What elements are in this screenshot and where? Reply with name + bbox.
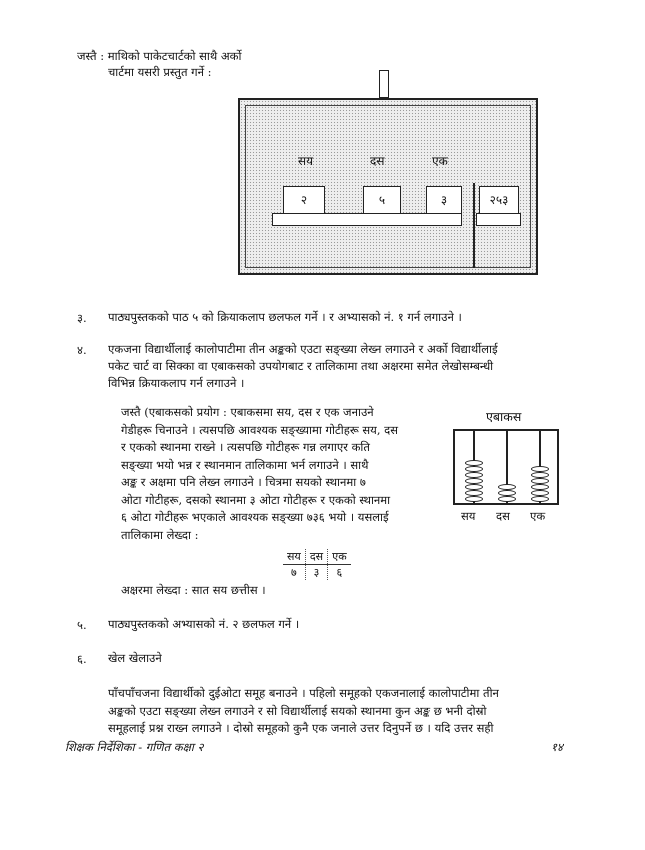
abacus-bead	[531, 466, 549, 472]
pocket-card-ones: ३	[426, 186, 462, 214]
pocket-card-tens: ५	[363, 186, 401, 214]
pocket-chart-header-hundreds: सय	[298, 154, 314, 168]
pocket-chart-hanger	[379, 70, 389, 98]
abacus-bead	[531, 472, 549, 478]
item-6-text: खेल खेलाउने	[108, 651, 162, 665]
item-6-number: ६.	[77, 652, 87, 666]
pocket-chart-divider	[473, 183, 475, 268]
item-3-text: पाठ्यपुस्तकको पाठ ५ को क्रियाकलाप छलफल गर्ने । र अभ्यासको नं. १ गर्न लगाउने ।	[108, 310, 462, 324]
pocket-chart-header-ones: एक	[432, 154, 448, 168]
place-value-hundreds: ७	[291, 566, 297, 579]
item-5-number: ५.	[77, 618, 87, 632]
page-number: १४	[551, 740, 563, 754]
abacus-bead	[498, 490, 516, 496]
item-4-line-1: एकजना विद्यार्थीलाई कालोपाटीमा तीन अङ्कको एउटा सङ्ख्या लेख्न लगाउने र अर्को विद्यार्थीलाई	[108, 342, 498, 356]
place-value-values-row	[283, 565, 351, 581]
item-3-number: ३.	[77, 311, 87, 325]
abacus-label-hundreds: सय	[461, 509, 476, 523]
intro-line-2: चार्टमा यसरी प्रस्तुत गर्ने :	[108, 65, 212, 79]
abacus-bead	[531, 478, 549, 484]
abacus-bead	[531, 490, 549, 496]
example-line: जस्तै (एबाकसको प्रयोग : एबाकसमा सय, दस र एक जनाउने	[121, 405, 374, 419]
example-line: सङ्ख्या भयो भन्न र स्थानमान तालिकामा भर्न लगाउने । साथै	[121, 457, 369, 472]
item-4-number: ४.	[77, 343, 87, 357]
place-value-header-tens: दस	[305, 549, 327, 565]
pocket-card-hundreds: २	[283, 186, 325, 214]
pocket-card-total: २५३	[479, 186, 519, 214]
example-line: र एकको स्थानमा राख्ने । त्यसपछि गोटीहरू गन्न लगाएर कति	[121, 440, 370, 454]
number-in-words: अक्षरमा लेख्दा : सात सय छत्तीस ।	[121, 583, 266, 597]
game-paragraph	[108, 685, 608, 738]
abacus-bead	[465, 490, 483, 496]
footer-title: शिक्षक निर्देशिका - गणित कक्षा २	[65, 740, 204, 754]
abacus-bead	[465, 496, 483, 502]
abacus-bead	[531, 484, 549, 490]
item-4-line-2: पकेट चार्ट वा सिक्का वा एबाकसको उपयोगबाट र तालिकामा तथा अक्षरमा समेत लेखोसम्बन्धी	[108, 359, 494, 373]
place-value-header-hundreds: सय	[283, 549, 305, 565]
intro-line-1: जस्तै : माथिको पाकेटचार्टको साथै अर्को	[77, 49, 242, 63]
abacus-title: एबाकस	[486, 409, 522, 424]
abacus-bead	[498, 484, 516, 490]
game-line: समूहलाई प्रश्न राख्न लगाउने । दोस्रो समूहको कुनै एक जनाले उत्तर दिनुपर्ने छ । यदि उत्तर सही	[108, 721, 494, 735]
abacus-bead	[465, 466, 483, 472]
pocket-chart-header-tens: दस	[370, 154, 385, 168]
place-value-header-row	[283, 549, 351, 565]
abacus-bead	[498, 496, 516, 502]
item-4-line-3: विभिन्न क्रियाकलाप गर्न लगाउने ।	[108, 376, 245, 390]
pocket-chart-shelf	[272, 213, 462, 226]
abacus-label-ones: एक	[530, 509, 546, 523]
game-line: अङ्कको एउटा सङ्ख्या लेख्न लगाउने र सो विद्यार्थीलाई सयको स्थानमा कुन अङ्क छ भनी दोस्रो	[108, 703, 487, 718]
abacus-label-tens: दस	[496, 509, 510, 523]
example-line: ६ ओटा गोटीहरू भएकाले आवश्यक सङ्ख्या ७३६ भयो । यसलाई	[121, 510, 389, 524]
example-line: अङ्क र अक्षमा पनि लेख्न लगाउने । चित्रमा सयको स्थानमा ७	[121, 475, 366, 489]
example-line: तालिकामा लेख्दा :	[121, 527, 199, 542]
place-value-tens: ३	[305, 565, 327, 581]
abacus-bead	[531, 496, 549, 502]
game-line: पाँचपाँचजना विद्यार्थीको दुईओटा समूह बनाउने । पहिलो समूहको एकजनालाई कालोपाटीमा तीन	[108, 686, 499, 700]
abacus-bead	[465, 472, 483, 478]
item-5-text: पाठ्यपुस्तकको अभ्यासको नं. २ छलफल गर्ने ।	[108, 617, 300, 631]
abacus-bead	[465, 484, 483, 490]
example-line: ओटा गोटीहरू, दसको स्थानमा ३ ओटा गोटीहरू र एकको स्थानमा	[121, 492, 391, 507]
example-line: गेडीहरू चिनाउने । त्यसपछि आवश्यक सङ्ख्यामा गोटीहरू सय, दस	[121, 422, 399, 437]
place-value-table	[283, 549, 351, 580]
pocket-chart-shelf-right	[476, 213, 521, 226]
place-value-header-ones: एक	[328, 549, 351, 565]
abacus-example-paragraph	[121, 404, 441, 544]
abacus-bead	[465, 460, 483, 466]
place-value-ones: ६	[328, 565, 351, 581]
abacus-bead	[465, 478, 483, 484]
